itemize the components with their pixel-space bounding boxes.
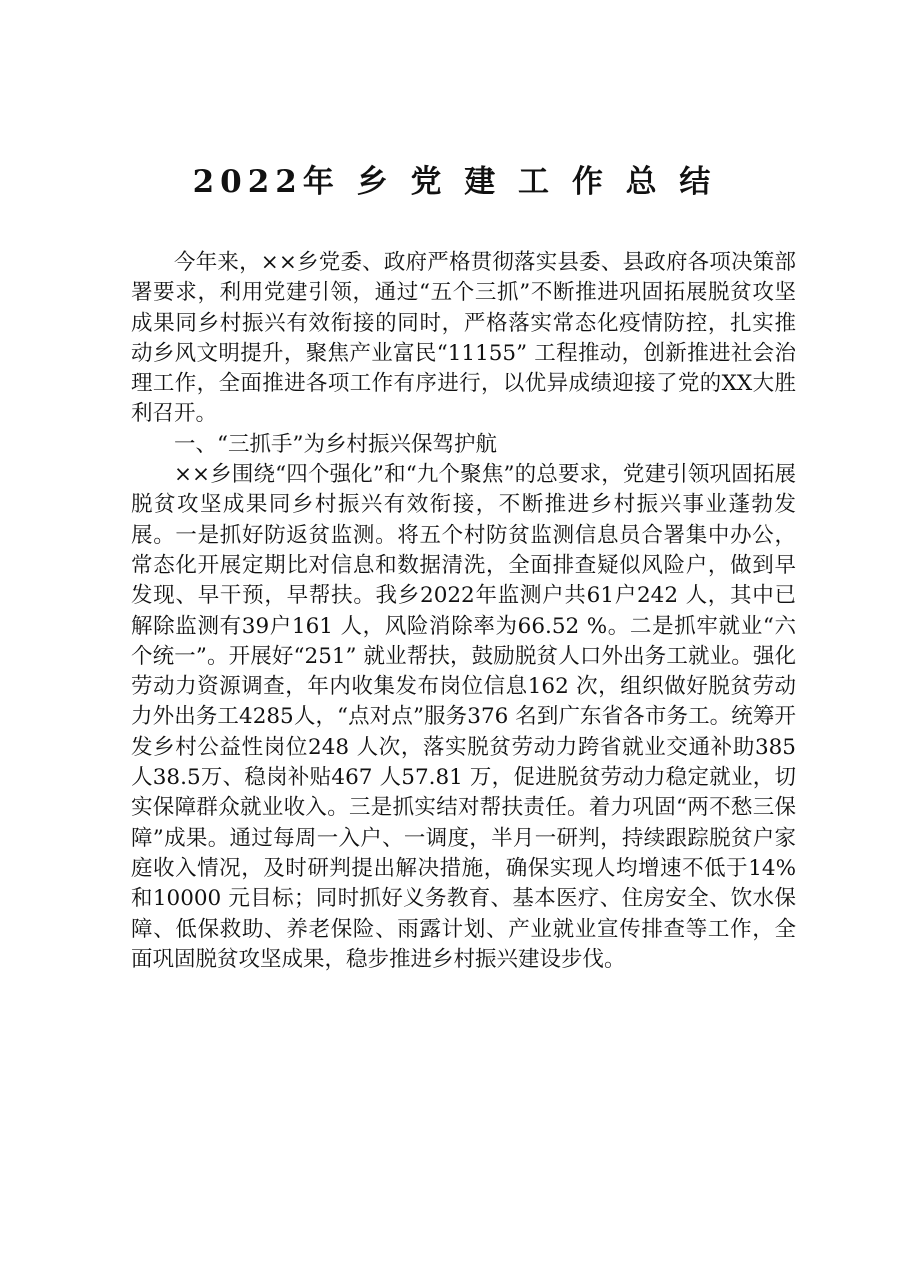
document-body: [131, 248, 796, 975]
section-paragraph: ××乡围绕“四个强化”和“九个聚焦”的总要求，党建引领巩固拓展脱贫攻坚成果同乡村振兴有效衔接，不断推进乡村振兴事业蓬勃发展。一是抓好防返贫监测。将五个村防贫监测信息员合署集中办公，常态化开展定期比对信息和数据清洗，全面排查疑似风险户，做到早发现、早干预，早帮扶。我乡2022年监测户共61户242 人，其中已解除监测有39户161 人，风险消除率为66.52 %。二是抓牢就业“六个统一”。开展好“251” 就业帮扶，鼓励脱贫人口外出务工就业。强化劳动力资源调查，年内收集发布岗位信息162 次，组织做好脱贫劳动力外出务工4285人，“点对点”服务376 名到广东省各市务工。统筹开发乡村公益性岗位248 人次，落实脱贫劳动力跨省就业交通补助385 人38.5万、稳岗补贴467 人57.81 万，促进脱贫劳动力稳定就业，切实保障群众就业收入。三是抓实结对帮扶责任。着力巩固“两不愁三保障”成果。通过每周一入户、一调度，半月一研判，持续跟踪脱贫户家庭收入情况，及时研判提出解决措施，确保实现人均增速不低于14%和10000 元目标；同时抓好义务教育、基本医疗、住房安全、饮水保障、低保救助、养老保险、雨露计划、产业就业宣传排查等工作，全面巩固脱贫攻坚成果，稳步推进乡村振兴建设步伐。: [131, 462, 796, 972]
document-title: 2022年 乡 党 建 工 作 总 结: [192, 164, 717, 200]
section-heading: 一、“三抓手”为乡村振兴保驾护航: [174, 431, 497, 457]
intro-paragraph: 今年来，××乡党委、政府严格贯彻落实县委、县政府各项决策部署要求，利用党建引领，通过“五个三抓”不断推进巩固拓展脱贫攻坚成果同乡村振兴有效衔接的同时，严格落实常态化疫情防控，扎实推动乡风文明提升，聚焦产业富民“11155” 工程推动，创新推进社会治理工作，全面推进各项工作有序进行，以优异成绩迎接了党的XX大胜利召开。: [131, 250, 796, 427]
